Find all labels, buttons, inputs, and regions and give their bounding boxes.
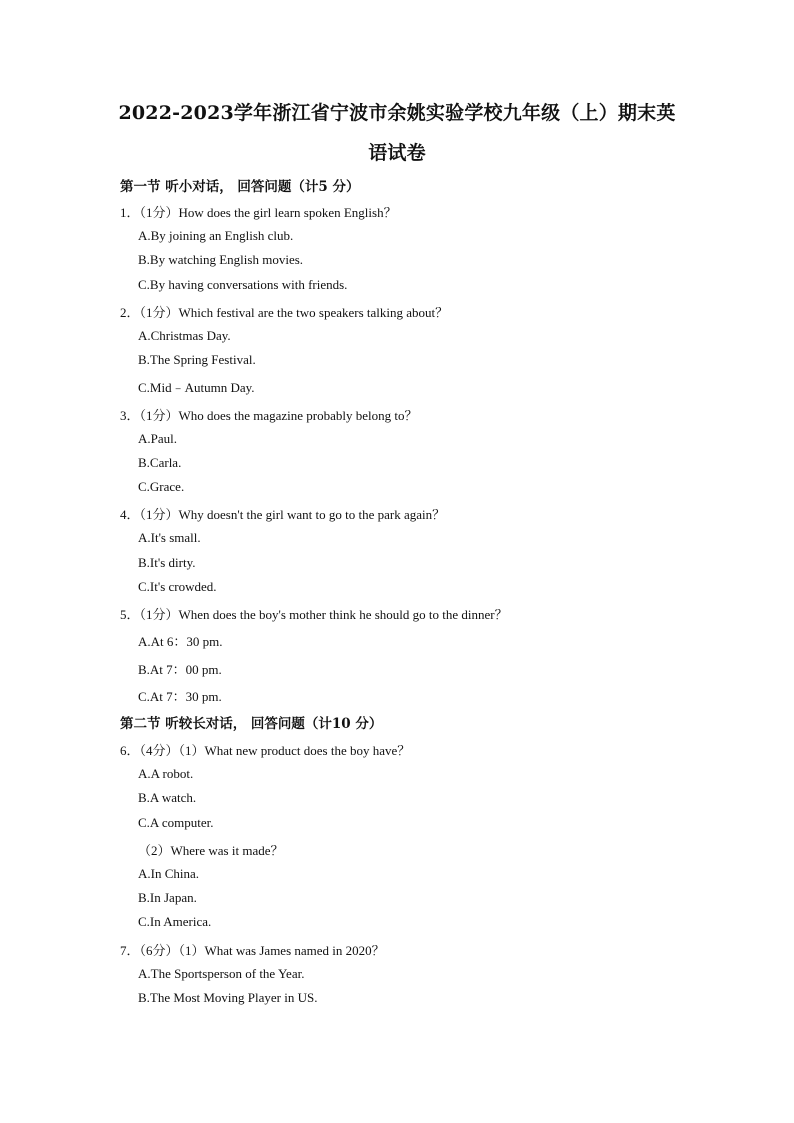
- question-5-option-b: B.At 7：00 pm.: [138, 662, 222, 677]
- exam-title-line1: 2022-2023学年浙江省宁波市余姚实验学校九年级（上）期末英: [118, 102, 676, 124]
- question-2-option-c: C.Mid﹣Autumn Day.: [138, 380, 255, 395]
- question-6-option-b: B.A watch.: [138, 790, 197, 805]
- question-6-sub-stem: （2）Where was it made？: [138, 843, 284, 858]
- question-4-option-b: B.It's dirty.: [138, 555, 196, 570]
- question-3-option-a: A.Paul.: [138, 431, 177, 446]
- question-3-option-c: C.Grace.: [138, 479, 185, 494]
- question-1-option-a: A.By joining an English club.: [138, 228, 294, 243]
- question-1-option-c: C.By having conversations with friends.: [138, 277, 348, 292]
- question-6-sub-option-c: C.In America.: [138, 914, 212, 929]
- question-6-option-a: A.A robot.: [138, 766, 194, 781]
- question-2-option-b: B.The Spring Festival.: [138, 352, 256, 367]
- question-7-option-a: A.The Sportsperson of the Year.: [138, 966, 305, 981]
- question-6-sub-option-b: B.In Japan.: [138, 890, 197, 905]
- question-7-stem: 7．（6分）（1）What was James named in 2020？: [120, 943, 385, 958]
- question-1-stem: 1．（1分）How does the girl learn spoken English？: [120, 205, 397, 220]
- question-5-option-c: C.At 7：30 pm.: [138, 689, 222, 704]
- question-6-sub-option-a: A.In China.: [138, 866, 200, 881]
- section-heading-1: 第一节 听小对话， 回答问题（计5 分）: [120, 179, 360, 195]
- question-2-option-a: A.Christmas Day.: [138, 328, 231, 343]
- exam-title-line2: 语试卷: [368, 142, 426, 164]
- section-heading-2: 第二节 听较长对话， 回答问题（计10 分）: [120, 716, 383, 732]
- question-3-option-b: B.Carla.: [138, 455, 182, 470]
- question-4-option-c: C.It's crowded.: [138, 579, 217, 594]
- question-5-stem: 5．（1分）When does the boy's mother think he should go to the dinner？: [120, 607, 508, 622]
- question-2-stem: 2．（1分）Which festival are the two speakers talking about？: [120, 305, 449, 320]
- question-5-option-a: A.At 6：30 pm.: [138, 634, 223, 649]
- question-1-option-b: B.By watching English movies.: [138, 252, 304, 267]
- question-6-stem: 6．（4分）（1）What new product does the boy have？: [120, 743, 411, 758]
- question-6-option-c: C.A computer.: [138, 815, 214, 830]
- question-7-option-b: B.The Most Moving Player in US.: [138, 990, 318, 1005]
- question-4-option-a: A.It's small.: [138, 530, 201, 545]
- question-4-stem: 4．（1分）Why doesn't the girl want to go to the park again？: [120, 507, 446, 522]
- question-3-stem: 3．（1分）Who does the magazine probably belong to？: [120, 408, 418, 423]
